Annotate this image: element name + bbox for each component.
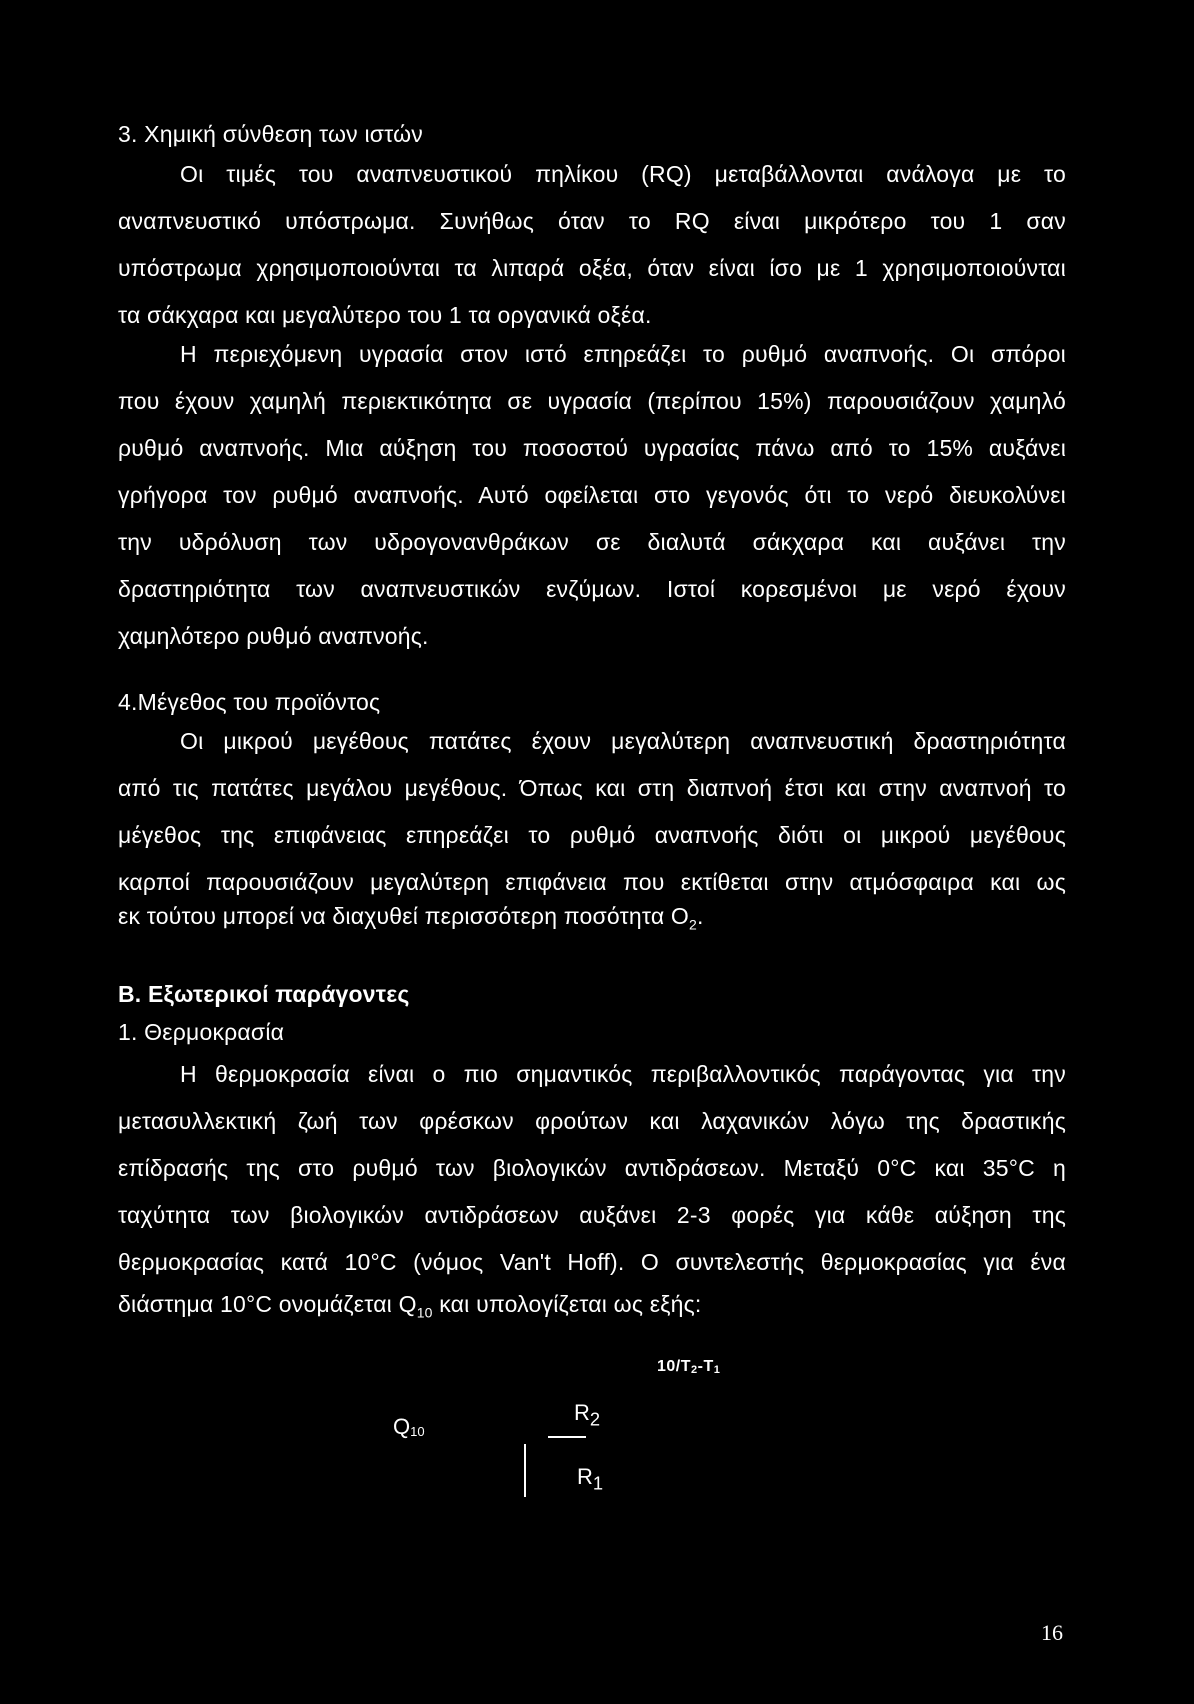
paragraph-line-text: εκ τούτου μπορεί να διαχυθεί περισσότερη ποσότητα O [118, 903, 689, 929]
section-heading-chemical-composition: 3. Χημική σύνθεση των ιστών [118, 121, 423, 147]
formula-exponent [657, 1358, 720, 1376]
paragraph-line: που έχουν χαμηλή περιεκτικότητα σε υγρασία (περίπου 15%) παρουσιάζουν χαμηλό [118, 388, 1066, 414]
subsection-heading-temperature: 1. Θερμοκρασία [118, 1019, 285, 1045]
paragraph-line: μέγεθος της επιφάνειας επηρεάζει το ρυθμό αναπνοής διότι οι μικρού μεγέθους [118, 822, 1066, 848]
paragraph-line: επίδρασής της στο ρυθμό των βιολογικών αντιδράσεων. Μεταξύ 0°C και 35°C η [118, 1155, 1066, 1181]
exponent-sub-2: 2 [691, 1364, 698, 1376]
paragraph-line-end: και υπολογίζεται ως εξής: [432, 1291, 702, 1317]
paragraph-line: ρυθμό αναπνοής. Μια αύξηση του ποσοστού υγρασίας πάνω από το 15% αυξάνει [118, 435, 1066, 461]
paragraph-line: Οι τιμές του αναπνευστικού πηλίκου (RQ) μεταβάλλονται ανάλογα με το [180, 161, 1066, 187]
denominator-sub: 1 [592, 1472, 604, 1494]
paragraph-line: δραστηριότητα των αναπνευστικών ενζύμων. Ιστοί κορεσμένοι με νερό έχουν [118, 576, 1066, 602]
formula-lhs-sub: 10 [410, 1424, 425, 1439]
exponent-sub-1: 1 [713, 1364, 721, 1376]
exponent-mid: -T [697, 1358, 714, 1375]
section-heading-external-factors: Β. Εξωτερικοί παράγοντες [118, 981, 410, 1007]
paragraph-line: μετασυλλεκτική ζωή των φρέσκων φρούτων και λαχανικών λόγω της δραστικής [118, 1108, 1066, 1134]
numerator-symbol: R [574, 1400, 590, 1425]
bracket-bar [524, 1444, 526, 1497]
exponent-start: 10/T [657, 1358, 692, 1375]
paragraph-line-start: διάστημα 10°C ονομάζεται Q [118, 1291, 417, 1317]
fraction-line [548, 1436, 586, 1438]
paragraph-line [118, 1290, 1066, 1327]
section-heading-product-size: 4.Μέγεθος του προϊόντος [118, 689, 381, 715]
paragraph-line: την υδρόλυση των υδρογονανθράκων σε διαλυτά σάκχαρα και αυξάνει την [118, 529, 1066, 555]
paragraph-line: ταχύτητα των βιολογικών αντιδράσεων αυξάνει 2-3 φορές για κάθε αύξηση της [118, 1202, 1066, 1228]
formula-lhs-symbol: Q [393, 1414, 411, 1439]
paragraph-line: από τις πατάτες μεγάλου μεγέθους. Όπως και στη διαπνοή έτσι και στην αναπνοή το [118, 775, 1066, 801]
paragraph-line: αναπνευστικό υπόστρωμα. Συνήθως όταν το RQ είναι μικρότερο του 1 σαν [118, 208, 1066, 234]
paragraph-line: καρποί παρουσιάζουν μεγαλύτερη επιφάνεια που εκτίθεται στην ατμόσφαιρα και ως [118, 869, 1066, 895]
denominator-symbol: R [577, 1464, 593, 1489]
paragraph-line: υπόστρωμα χρησιμοποιούνται τα λιπαρά οξέα, όταν είναι ίσο με 1 χρησιμοποιούνται [118, 255, 1066, 281]
oxygen-subscript: 2 [689, 916, 697, 933]
formula-lhs [393, 1414, 425, 1440]
formula-numerator [574, 1400, 600, 1430]
paragraph-line: γρήγορα τον ρυθμό αναπνοής. Αυτό οφείλεται στο γεγονός ότι το νερό διευκολύνει [118, 482, 1066, 508]
paragraph-line [118, 902, 1066, 939]
paragraph-line: θερμοκρασίας κατά 10°C (νόμος Van't Hoff). Ο συντελεστής θερμοκρασίας για ένα [118, 1249, 1066, 1275]
page-number: 16 [1041, 1620, 1063, 1645]
paragraph-line-end: . [697, 903, 704, 929]
paragraph-line: Η περιεχόμενη υγρασία στον ιστό επηρεάζει το ρυθμό αναπνοής. Οι σπόροι [180, 341, 1066, 367]
paragraph-line: Οι μικρού μεγέθους πατάτες έχουν μεγαλύτερη αναπνευστική δραστηριότητα [180, 728, 1066, 754]
paragraph-line: Η θερμοκρασία είναι ο πιο σημαντικός περιβαλλοντικός παράγοντας για την [180, 1061, 1066, 1087]
formula-denominator [577, 1464, 603, 1494]
numerator-sub: 2 [589, 1408, 601, 1430]
paragraph-line: τα σάκχαρα και μεγαλύτερο του 1 τα οργανικά οξέα. [118, 302, 652, 328]
paragraph-line: χαμηλότερο ρυθμό αναπνοής. [118, 623, 429, 649]
q10-subscript: 10 [416, 1304, 433, 1321]
